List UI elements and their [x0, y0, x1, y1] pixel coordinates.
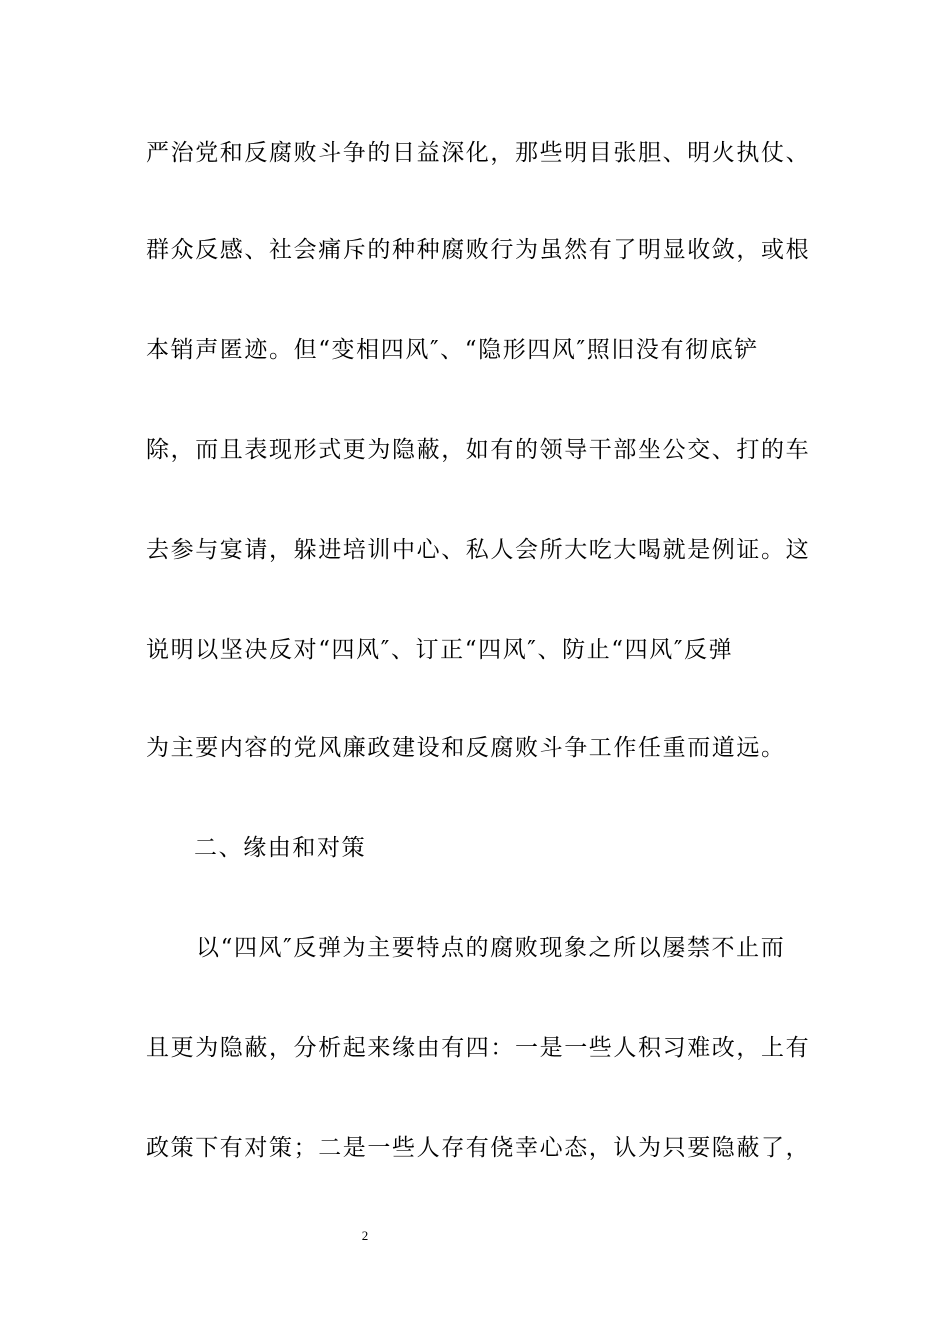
- page-number: 2: [361, 1228, 369, 1243]
- paragraph-line: 政策下有对策；二是一些人存有侥幸心态，认为只要隐蔽了，: [146, 1135, 811, 1161]
- paragraph-line: 以“四风″反弹为主要特点的腐败现象之所以屡禁不止而: [196, 935, 786, 961]
- paragraph-line: 为主要内容的党风廉政建设和反腐败斗争工作任重而道远。: [146, 735, 786, 761]
- paragraph-line: 说明以坚决反对“四风″、订正“四风″、防止“四风″反弹: [146, 637, 734, 663]
- paragraph-line: 严治党和反腐败斗争的日益深化，那些明目张胆、明火执仗、: [146, 140, 811, 166]
- paragraph-line: 且更为隐蔽，分析起来缘由有四：一是一些人积习难改，上有: [146, 1035, 811, 1061]
- paragraph-line: 群众反感、社会痛斥的种种腐败行为虽然有了明显收敛，或根: [146, 237, 811, 263]
- paragraph-line: 本销声匿迹。但“变相四风″、“隐形四风″照旧没有彻底铲: [146, 337, 759, 363]
- section-heading: 二、缘由和对策: [194, 835, 367, 861]
- paragraph-line: 除，而且表现形式更为隐蔽，如有的领导干部坐公交、打的车: [146, 437, 811, 463]
- paragraph-line: 去参与宴请，躲进培训中心、私人会所大吃大喝就是例证。这: [146, 537, 811, 563]
